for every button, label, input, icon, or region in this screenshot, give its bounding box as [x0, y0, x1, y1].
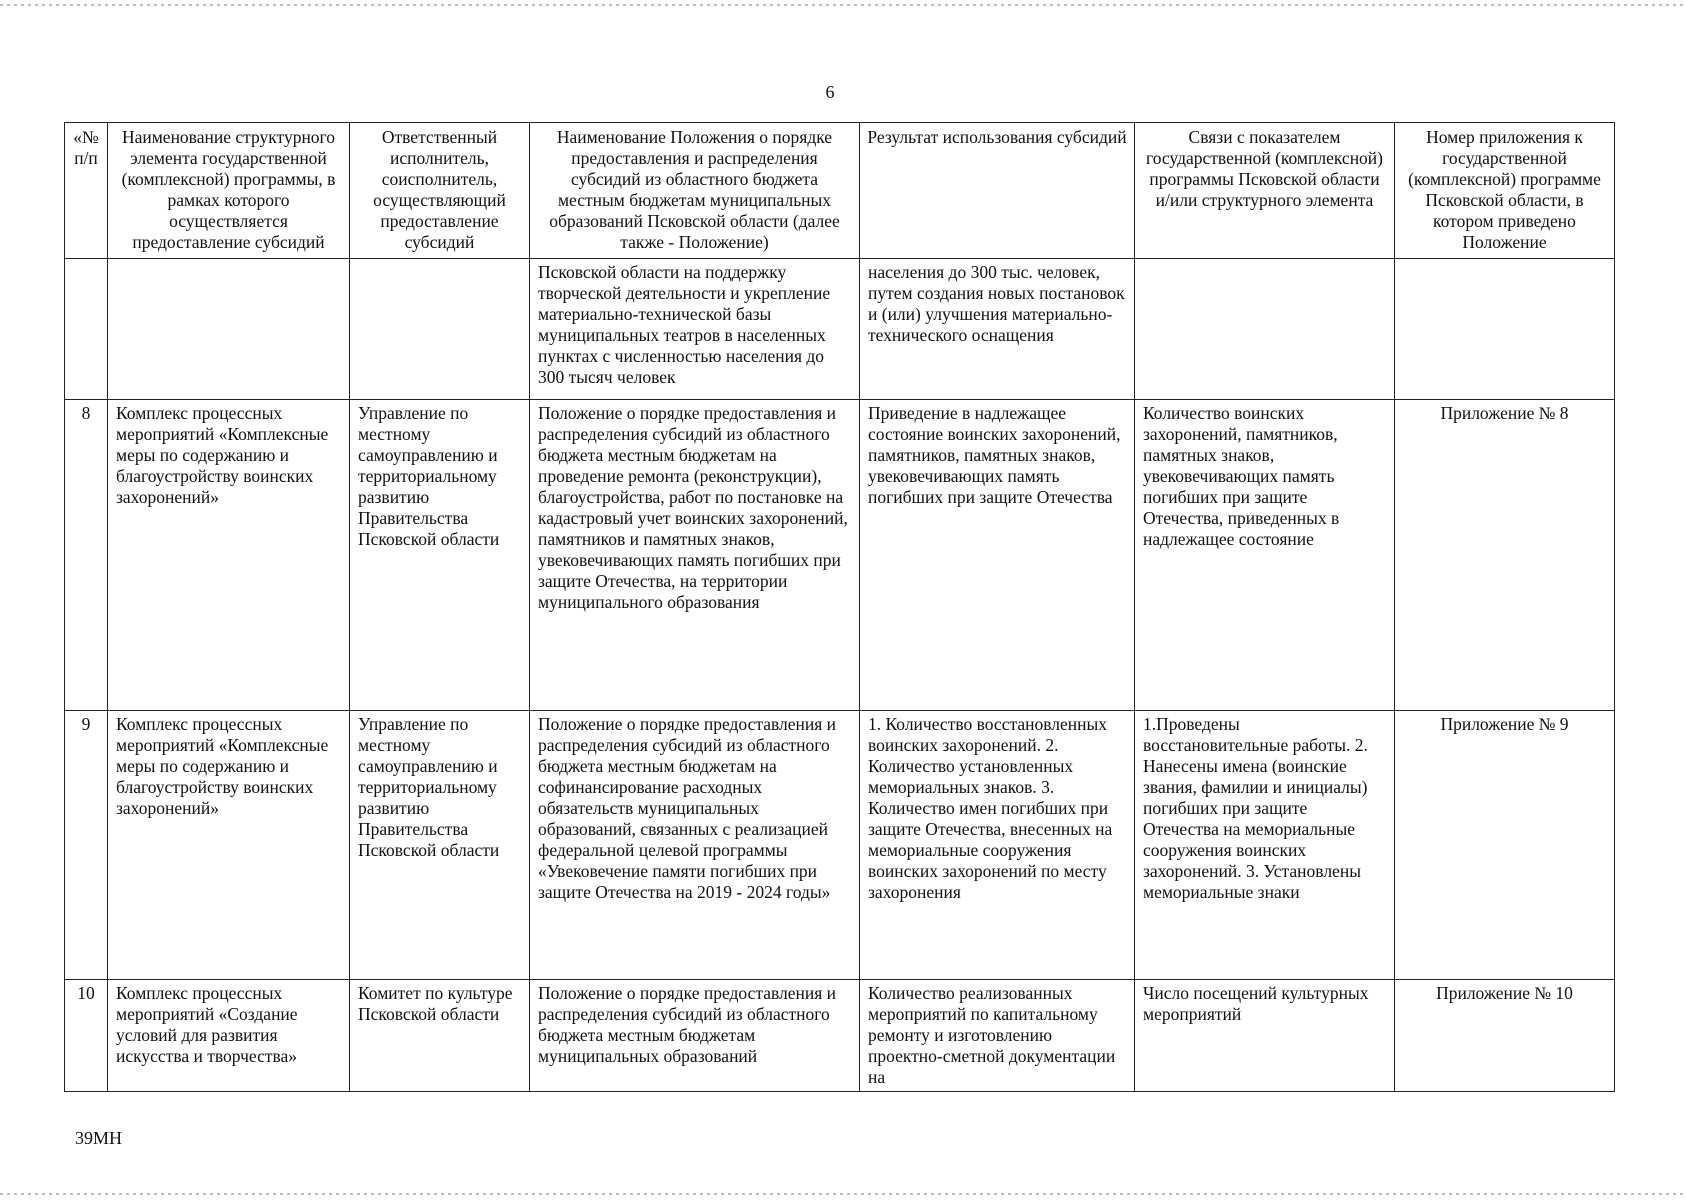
scan-edge-top: [0, 4, 1686, 6]
header-result: Результат использования субсидий: [860, 123, 1135, 259]
header-structural-element: Наименование структурного элемента государственной (комплексной) программы, в рамках которого осуществляется предоставление субсидий: [108, 123, 350, 259]
table-row: [65, 711, 1615, 980]
row-link: Число посещений культурных мероприятий: [1135, 980, 1395, 1092]
subsidies-table: [64, 122, 1615, 1092]
row-number: 8: [65, 400, 108, 711]
row-element: [108, 259, 350, 400]
row-provision: Положение о порядке предоставления и распределения субсидий из областного бюджета местным бюджетам на проведение ремонта (реконструкции), благоустройства, работ по постановке на кадастровый учет воинских захоронений, памятников и памятных знаков, увековечивающих память погибших при защите Отечества, на территории муниципального образования: [530, 400, 860, 711]
table-header-row: [65, 123, 1615, 259]
row-appendix: Приложение № 9: [1395, 711, 1615, 980]
row-result: 1. Количество восстановленных воинских захоронений. 2. Количество установленных мемориальных знаков. 3. Количество имен погибших при защите Отечества, внесенных на мемориальные сооружения воинских захоронений по месту захоронения: [860, 711, 1135, 980]
row-executor: [350, 259, 530, 400]
row-link: [1135, 259, 1395, 400]
row-provision: Положение о порядке предоставления и распределения субсидий из областного бюджета местным бюджетам на софинансирование расходных обязательств муниципальных образований, связанных с реализацией федеральной целевой программы «Увековечение памяти погибших при защите Отечества на 2019 - 2024 годы»: [530, 711, 860, 980]
row-link: 1.Проведены восстановительные работы. 2. Нанесены имена (воинские звания, фамилии и инициалы) погибших при защите Отечества на мемориальные сооружения воинских захоронений. 3. Установлены мемориальные знаки: [1135, 711, 1395, 980]
row-element: Комплекс процессных мероприятий «Создание условий для развития искусства и творчества»: [108, 980, 350, 1092]
header-indicator-link: Связи с показателем государственной (комплексной) программы Псковской области и/или структурного элемента: [1135, 123, 1395, 259]
table-row: [65, 980, 1615, 1092]
row-executor: Управление по местному самоуправлению и территориальному развитию Правительства Псковской области: [350, 400, 530, 711]
row-result: Количество реализованных мероприятий по капитальному ремонту и изготовлению проектно-сметной документации на: [860, 980, 1135, 1092]
row-element: Комплекс процессных мероприятий «Комплексные меры по содержанию и благоустройству воинских захоронений»: [108, 711, 350, 980]
row-provision: Псковской области на поддержку творческой деятельности и укрепление материально-технической базы муниципальных театров в населенных пунктах с численностью населения до 300 тысяч человек: [530, 259, 860, 400]
row-result: Приведение в надлежащее состояние воинских захоронений, памятников, памятных знаков, увековечивающих память погибших при защите Отечества: [860, 400, 1135, 711]
row-appendix: Приложение № 10: [1395, 980, 1615, 1092]
header-number: «№ п/п: [65, 123, 108, 259]
table-row: [65, 259, 1615, 400]
row-result: населения до 300 тыс. человек, путем создания новых постановок и (или) улучшения материально-технического оснащения: [860, 259, 1135, 400]
row-element: Комплекс процессных мероприятий «Комплексные меры по содержанию и благоустройству воинских захоронений»: [108, 400, 350, 711]
page-number: 6: [825, 82, 835, 102]
row-provision: Положение о порядке предоставления и распределения субсидий из областного бюджета местным бюджетам муниципальных образований: [530, 980, 860, 1092]
header-appendix-number: Номер приложения к государственной (комплексной) программе Псковской области, в котором приведено Положение: [1395, 123, 1615, 259]
header-provision-name: Наименование Положения о порядке предоставления и распределения субсидий из областного бюджета местным бюджетам муниципальных образований Псковской области (далее также - Положение): [530, 123, 860, 259]
scan-edge-bottom: [0, 1193, 1686, 1195]
table-row: [65, 400, 1615, 711]
row-number: [65, 259, 108, 400]
document-code: 39МН: [75, 1128, 123, 1148]
row-appendix: Приложение № 8: [1395, 400, 1615, 711]
row-executor: Комитет по культуре Псковской области: [350, 980, 530, 1092]
row-link: Количество воинских захоронений, памятников, памятных знаков, увековечивающих память погибших при защите Отечества, приведенных в надлежащее состояние: [1135, 400, 1395, 711]
row-appendix: [1395, 259, 1615, 400]
row-number: 10: [65, 980, 108, 1092]
row-executor: Управление по местному самоуправлению и территориальному развитию Правительства Псковской области: [350, 711, 530, 980]
row-number: 9: [65, 711, 108, 980]
header-executor: Ответственный исполнитель, соисполнитель, осуществляющий предоставление субсидий: [350, 123, 530, 259]
